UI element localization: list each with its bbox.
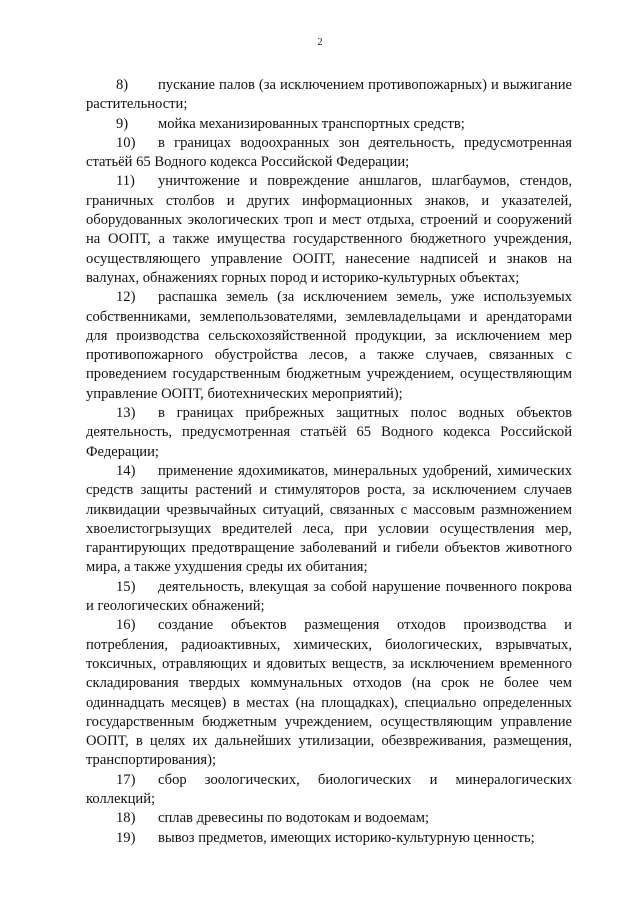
list-item: [86, 172, 572, 288]
list-item: [86, 829, 572, 848]
item-number: 8): [116, 77, 129, 93]
list-item: [86, 115, 572, 134]
item-text: создание объектов размещения отходов производства и потребления, радиоактивных, химических, биологических, взрывчатых, токсичных, отравляющих и ядовитых веществ, за исключением временного складирования твердых коммунальных отходов (на срок не более чем одиннадцать месяцев) в местах (на площадках), специально определенных государственным бюджетным учреждением, осуществляющим управление ООПТ, в целях их дальнейших утилизации, обезвреживания, размещения, транспортирования);: [86, 617, 572, 769]
item-number: 18): [116, 810, 136, 827]
item-number: 10): [116, 134, 136, 151]
item-text: пускание палов (за исключением противопожарных) и выжигание растительности;: [86, 77, 572, 113]
item-number: 19): [116, 829, 136, 846]
list-item: [86, 462, 572, 578]
list-item: [86, 578, 572, 617]
item-text: сбор зоологических, биологических и минералогических коллекций;: [86, 771, 572, 807]
item-text: применение ядохимикатов, минеральных удобрений, химических средств защиты растений и стимуляторов роста, за исключением случаев ликвидации чрезвычайных ситуаций, связанных с массовым размножением хвоелистогрызущих вредителей леса, при условии осуществления мер, гарантирующих предотвращение заболеваний и гибели объектов животного мира, а также ухудшения среды их обитания;: [86, 462, 572, 576]
item-text: в границах водоохранных зон деятельность, предусмотренная статьёй 65 Водного кодекса Российской Федерации;: [86, 134, 572, 171]
item-number: 11): [116, 173, 135, 190]
item-number: 13): [116, 405, 136, 422]
item-text: вывоз предметов, имеющих историко-культурную ценность;: [158, 829, 535, 846]
list-item: [86, 616, 572, 770]
item-number: 16): [116, 617, 136, 634]
document-body: [86, 76, 572, 848]
list-item: [86, 134, 572, 173]
list-item: [86, 771, 572, 810]
list-item: [86, 288, 572, 404]
list-item: [86, 809, 572, 828]
page-number: 2: [317, 37, 323, 48]
item-text: деятельность, влекущая за собой нарушение почвенного покрова и геологических обнажений;: [86, 578, 572, 615]
item-number: 12): [116, 289, 136, 306]
item-text: мойка механизированных транспортных средств;: [158, 115, 465, 132]
item-number: 15): [116, 578, 136, 595]
list-item: [86, 404, 572, 462]
item-text: в границах прибрежных защитных полос водных объектов деятельность, предусмотренная статьёй 65 Водного кодекса Российской Федерации;: [86, 405, 572, 460]
item-text: распашка земель (за исключением земель, уже используемых собственниками, землепользователями, землевладельцами и арендаторами для производства сельскохозяйственной продукции, за исключением мер противопожарного обустройства лесов, а также случаев, связанных с проведением государственным бюджетным учреждением, осуществляющим управление ООПТ, биотехнических мероприятий);: [86, 289, 572, 402]
item-number: 17): [116, 771, 136, 788]
item-number: 9): [116, 115, 129, 132]
item-text: сплав древесины по водотокам и водоемам;: [158, 810, 430, 827]
item-text: уничтожение и повреждение аншлагов, шлагбаумов, стендов, граничных столбов и других информационных знаков, и указателей, оборудованных экологических троп и мест отдыха, строений и сооружений на ООПТ, а также имущества государственного бюджетного учреждения, осуществляющего управление ООПТ, нанесение надписей и знаков на валунах, обнажениях горных пород и историко-культурных объектах;: [86, 173, 572, 286]
item-number: 14): [116, 462, 136, 479]
list-item: [86, 76, 572, 115]
